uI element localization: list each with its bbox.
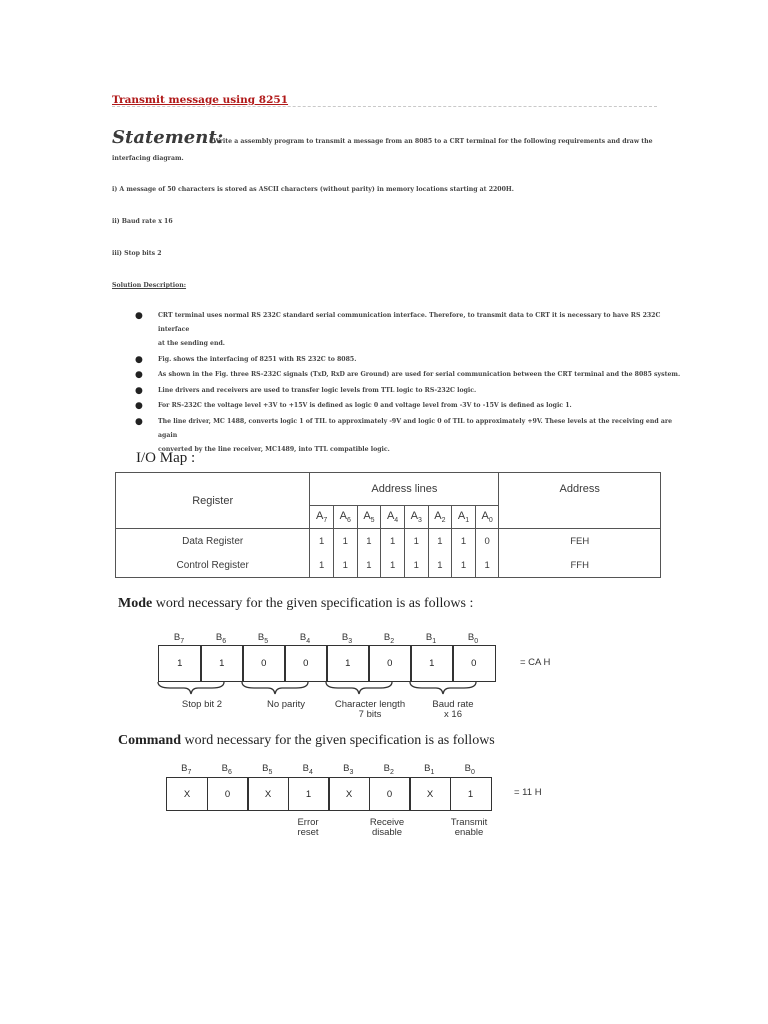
mode-bit-name: $B_1$ [425,632,437,645]
io-map-table [115,472,661,578]
bit-value: 1 [475,553,499,578]
command-label: Receive disable [369,817,405,838]
command-bit-cell: X [247,777,289,811]
bullet-item: ● Fig. shows the interfacing of 8251 with RS 232C to 8085. [135,354,357,365]
bit-value: 1 [310,553,334,578]
command-bit-name: $B_2$ [383,763,394,776]
bullet-item: ● For RS-232C the voltage level +3V to +15V is defined as logic 0 and voltage level from -3V to -15V is defined as logic 1. [135,401,572,411]
header-address: Address [499,473,661,529]
command-bit-cell: X [409,777,451,811]
command-bit-name: $B_7$ [181,763,192,776]
mode-bit-cell: 1 [200,645,244,682]
command-bit-cell: 0 [369,777,411,811]
bit-value: 1 [428,529,452,554]
address-bit-header: $A_2$ [428,506,452,529]
bit-value: 1 [381,553,405,578]
bit-value: 1 [404,553,428,578]
mode-bit-cell: 0 [368,645,412,682]
mode-bit-cell: 1 [410,645,454,682]
command-bit-name: $B_4$ [302,763,313,776]
command-bit-name: $B_3$ [343,763,354,776]
address-value: FEH [499,529,661,554]
bullet-icon: ● [135,401,143,411]
mode-group-label: No parity [266,699,305,710]
mode-bit-cell: 0 [242,645,286,682]
command-bit-cell: 1 [450,777,492,811]
bullet-icon: ● [135,354,143,365]
mode-result: = CA H [520,656,551,668]
mode-group-label: Character length 7 bits [334,699,406,720]
bit-value: 1 [333,553,357,578]
mode-bit-name: $B_3$ [341,632,353,645]
bit-value: 1 [357,529,381,554]
statement-heading: Statement: [112,127,224,148]
bit-value: 1 [381,529,405,554]
title-divider [112,106,657,107]
register-name: Control Register [116,553,310,578]
requirement-2: ii) Baud rate x 16 [112,218,173,225]
command-word-heading [118,733,495,749]
address-bit-header: $A_0$ [475,506,499,529]
io-map-title: I/O Map : [136,450,196,466]
mode-group-label: Stop bit 2 [181,699,223,710]
command-result: = 11 H [514,787,542,798]
mode-bit-name: $B_0$ [467,632,479,645]
command-bit-cell: 0 [207,777,249,811]
bit-value: 1 [404,529,428,554]
bullet-item: ● Line drivers and receivers are used to transfer logic levels from TTL logic to RS-232C logic. [135,385,477,396]
mode-bit-name: $B_7$ [173,632,185,645]
bullet-icon: ● [135,416,143,427]
bit-value: 0 [475,529,499,554]
bit-value: 1 [310,529,334,554]
command-word-heading-rest: word necessary for the given specification is as follows [181,733,495,748]
mode-bit-cell: 1 [158,645,202,682]
bit-value: 1 [428,553,452,578]
mode-bit-cell: 0 [284,645,328,682]
header-register: Register [116,473,310,529]
page-title: Transmit message using 8251 [112,94,289,106]
mode-bit-cell: 1 [326,645,370,682]
bullet-icon: ● [135,385,143,396]
bullet-item: ● CRT terminal uses normal RS 232C standard serial communication interface. Therefore, to transmit data to CRT it is necessary to have RS 232C interface at the sending end. [135,311,661,347]
bullet-item: ● The line driver, MC 1488, converts logic 1 of TIL to approximately -9V and logic 0 of TIL to approximately +9V. These levels at the receiving end are again converted by the line receiver, MC1489, into TTL compatible logic. [135,416,673,453]
address-bit-header: $A_3$ [404,506,428,529]
command-bit-cell: X [166,777,208,811]
bullet-item: ● As shown in the Fig. three RS-232C signals (TxD, RxD are Ground) are used for serial communication between the CRT terminal and the 8085 system. [135,370,681,380]
command-bit-name: $B_1$ [424,763,435,776]
command-bit-name: $B_0$ [464,763,475,776]
header-address-lines: Address lines [310,473,499,506]
mode-bit-cell: 0 [452,645,496,682]
address-bit-header: $A_7$ [310,506,334,529]
mode-bit-name: $B_2$ [383,632,395,645]
solution-heading: Solution Description: [112,282,187,289]
mode-word-heading-bold: Mode [118,596,153,611]
command-bit-name: $B_5$ [262,763,273,776]
statement-line-2: interfacing diagram. [112,155,184,162]
address-bit-header: $A_4$ [381,506,405,529]
command-bit-cell: 1 [288,777,330,811]
solution-bullet-list [130,309,690,458]
command-bit-name: $B_6$ [221,763,232,776]
command-bit-cell: X [328,777,370,811]
mode-word-heading [118,596,473,612]
mode-bit-name: $B_5$ [257,632,269,645]
statement-line-1: Write a assembly program to transmit a message from an 8085 to a CRT terminal for the following requirements and draw the [213,138,653,145]
command-label: Error reset [297,817,319,838]
address-bit-header: $A_6$ [333,506,357,529]
mode-word-heading-rest: word necessary for the given specification is as follows : [152,596,474,611]
register-name: Data Register [116,529,310,554]
bullet-icon: ● [135,311,143,321]
bit-value: 1 [452,553,476,578]
mode-bit-name: $B_6$ [215,632,227,645]
bit-value: 1 [357,553,381,578]
command-label: Transmit enable [450,817,488,838]
bit-value: 1 [333,529,357,554]
mode-bit-name: $B_4$ [299,632,311,645]
address-bit-header: $A_1$ [452,506,476,529]
bit-value: 1 [452,529,476,554]
requirement-1: i) A message of 50 characters is stored as ASCII characters (without parity) in memory locations starting at 2200H. [112,186,514,193]
bullet-icon: ● [135,370,143,380]
command-word-heading-bold: Command [118,733,182,748]
requirement-3: iii) Stop bits 2 [112,250,162,257]
address-value: FFH [499,553,661,578]
address-bit-header: $A_5$ [357,506,381,529]
mode-group-label: Baud rate x 16 [432,699,474,720]
